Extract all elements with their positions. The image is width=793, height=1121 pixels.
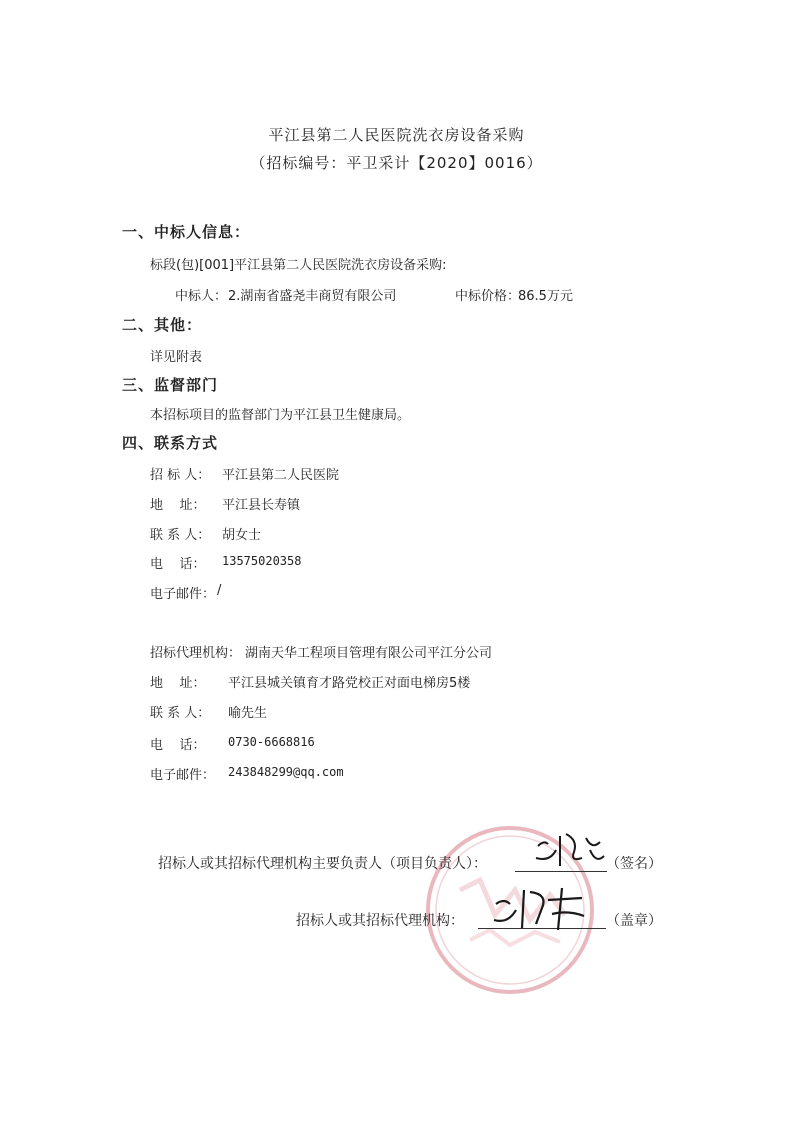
section-1-heading: 一、中标人信息： xyxy=(122,223,251,241)
agency-email-value: 243848299@qq.com xyxy=(228,765,344,779)
tenderer-address-label: 地 址： xyxy=(150,498,206,513)
agency-name-value: 湖南天华工程项目管理有限公司平江分公司 xyxy=(245,646,493,661)
price-value: 86.5万元 xyxy=(518,289,573,304)
document-title: 平江县第二人民医院洗衣房设备采购 xyxy=(268,126,525,144)
section-3-heading: 三、监督部门 xyxy=(122,376,219,394)
handwritten-signature xyxy=(530,828,610,873)
handwritten-stamp-signature xyxy=(490,884,590,934)
winner-value: 2.湖南省盛尧丰商贸有限公司 xyxy=(228,289,397,304)
tenderer-phone-label: 电 话： xyxy=(150,557,206,572)
lot-description: 标段(包)[001]平江县第二人民医院洗衣房设备采购: xyxy=(150,258,447,273)
price-label: 中标价格： xyxy=(455,289,521,304)
agency-email-label: 电子邮件： xyxy=(150,768,216,783)
tenderer-email-label: 电子邮件： xyxy=(150,587,216,602)
winner-label: 中标人： xyxy=(175,289,228,304)
tenderer-contact-value: 胡女士 xyxy=(222,528,262,543)
agency-phone-value: 0730-6668816 xyxy=(228,735,315,749)
tenderer-contact-label: 联 系 人： xyxy=(150,528,211,543)
tenderer-name-label: 招 标 人： xyxy=(150,468,211,483)
agency-address-value: 平江县城关镇育才路党校正对面电梯房5楼 xyxy=(228,676,471,691)
tenderer-phone-value: 13575020358 xyxy=(222,554,302,568)
section-2-heading: 二、其他： xyxy=(122,316,203,334)
signature-label: 招标人或其招标代理机构主要负责人（项目负责人）： xyxy=(158,856,487,872)
tenderer-email-value: / xyxy=(217,583,222,598)
signature-suffix: （签名） xyxy=(606,856,662,872)
agency-contact-value: 喻先生 xyxy=(228,706,268,721)
agency-name-label: 招标代理机构： xyxy=(150,646,242,661)
section-4-heading: 四、联系方式 xyxy=(122,434,219,452)
stamp-label: 招标人或其招标代理机构： xyxy=(296,913,464,929)
bid-number: （招标编号：平卫采计【2020】0016） xyxy=(250,154,543,172)
section-3-text: 本招标项目的监督部门为平江县卫生健康局。 xyxy=(150,408,411,423)
stamp-suffix: （盖章） xyxy=(606,913,662,929)
section-2-text: 详见附表 xyxy=(150,350,203,365)
agency-phone-label: 电 话： xyxy=(150,738,206,753)
tenderer-name-value: 平江县第二人民医院 xyxy=(222,468,340,483)
agency-address-label: 地 址： xyxy=(150,676,206,691)
tenderer-address-value: 平江县长寿镇 xyxy=(222,498,301,513)
agency-contact-label: 联 系 人： xyxy=(150,706,211,721)
